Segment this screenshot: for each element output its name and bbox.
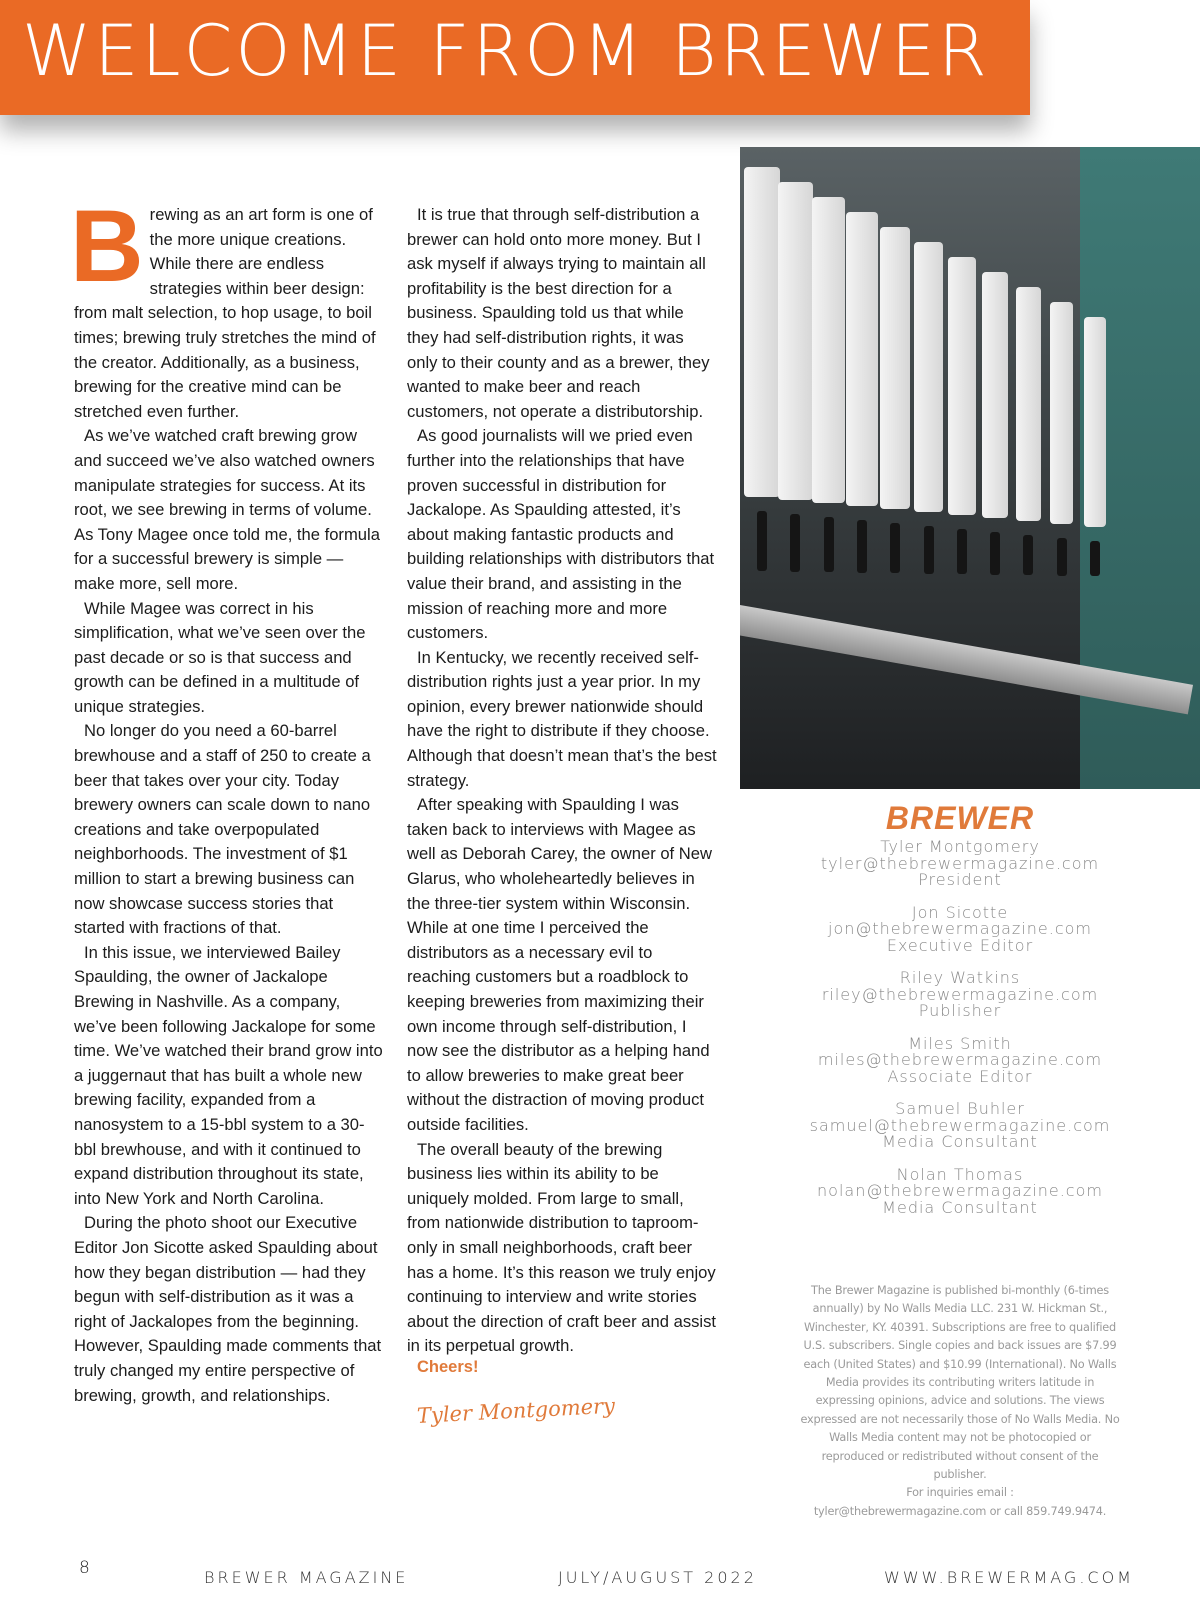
tap-spout bbox=[890, 523, 900, 573]
tap-handle bbox=[1084, 317, 1106, 527]
staff-entry bbox=[740, 839, 1180, 889]
article-paragraph: During the photo shoot our Executive Editor Jon Sicotte asked Spaulding about how they began distribution — had they begun with self-distribution as it was a right of Jackalopes from the beginning. However, Spaulding made comments that truly changed my entire perspective of brewing, growth, and relationships. bbox=[74, 1213, 382, 1405]
inquiries-label: For inquiries email : bbox=[906, 1486, 1014, 1500]
staff-entry bbox=[740, 970, 1180, 1020]
author-signature: Tyler Montgomery bbox=[416, 1393, 616, 1428]
article-paragraph: After speaking with Spaulding I was taken back to interviews with Magee as well as Deborah Carey, the owner of New Glarus, who wholeheartedly believes in the three-tier system within Wisconsin. While at one time I perceived the distributors as a necessary evil to reaching customers but a roadblock to keeping breweries from maximizing their own income through self-distribution, I now see the distributor as a helping hand to allow breweries to make great beer without the distraction of moving product outside facilities. bbox=[407, 795, 712, 1134]
article-column-2 bbox=[407, 203, 717, 1359]
tap-handle bbox=[914, 242, 943, 512]
staff-role: Media Consultant bbox=[882, 1197, 1038, 1217]
staff-name: Jon Sicotte bbox=[911, 902, 1009, 922]
footer-website[interactable]: WWW.BREWERMAG.COM bbox=[884, 1568, 1134, 1587]
article-paragraph: In Kentucky, we recently received self-distribution rights just a year prior. In my opinion, every brewer nationwide should have the right to distribute if they choose. Although that doesn’t mean that’s the best strategy. bbox=[407, 647, 717, 790]
staff-name: Riley Watkins bbox=[899, 968, 1021, 987]
footer-issue-date: JULY/AUGUST 2022 bbox=[558, 1568, 757, 1587]
tap-handle bbox=[880, 227, 910, 509]
staff-email[interactable]: riley@thebrewermagazine.com bbox=[821, 984, 1099, 1004]
tap-spout bbox=[824, 517, 834, 572]
staff-email[interactable]: nolan@thebrewermagazine.com bbox=[817, 1181, 1103, 1200]
article-paragraph: The overall beauty of the brewing business lies within its ability to be uniquely molded. From large to small, from nationwide distribution to taproom-only in small neighborhoods, craft beer has a home. It’s this reason we truly enjoy continuing to interview and write stories about the direction of craft beer and assist in its perpetual growth. bbox=[407, 1139, 717, 1356]
staff-email[interactable]: miles@thebrewermagazine.com bbox=[817, 1050, 1103, 1069]
inquiries-contact[interactable]: tyler@thebrewermagazine.com or call 859.749.9474. bbox=[813, 1504, 1107, 1518]
staff-entry bbox=[740, 1101, 1180, 1151]
tap-handle bbox=[744, 167, 780, 497]
staff-entry bbox=[740, 1164, 1180, 1217]
tap-handle bbox=[1016, 287, 1041, 521]
tap-spout bbox=[1090, 541, 1100, 576]
disclaimer-text: The Brewer Magazine is published bi-monthly (6-times annually) by No Walls Media LLC. 231 W. Hickman St., Winchester, KY. 40391. Subscriptions are free to qualified U.S. subscribers. Single copies and back issues are $7.99 each (United States) and $10.99 (International). No Walls Media provides its contributing writers latitude in expressing opinions, advice and solutions. The views expressed are not necessarily those of No Walls Media. No Walls Media content may not be photocopied or reproduced or redistributed without consent of the publisher. bbox=[800, 1284, 1120, 1482]
staff-name: Tyler Montgomery bbox=[880, 837, 1040, 856]
tap-handle bbox=[1050, 302, 1073, 524]
tap-spout bbox=[857, 520, 867, 573]
footer-magazine-name: BREWER MAGAZINE bbox=[204, 1568, 409, 1587]
page-title: WELCOME FROM BREWER bbox=[22, 10, 990, 92]
staff-name: Nolan Thomas bbox=[896, 1164, 1024, 1184]
article-column-1 bbox=[70, 189, 384, 1408]
tap-handle bbox=[948, 257, 976, 515]
staff-email[interactable]: samuel@thebrewermagazine.com bbox=[809, 1115, 1111, 1135]
header-banner bbox=[0, 0, 1030, 115]
staff-email[interactable]: tyler@thebrewermagazine.com bbox=[820, 853, 1100, 873]
article-paragraph: As we’ve watched craft brewing grow and succeed we’ve also watched owners manipulate strategies for success. At its root, we see brewing in terms of volume. As Tony Magee once told me, the formula for a successful brewery is simple — make more, sell more. bbox=[74, 426, 380, 593]
staff-role: Publisher bbox=[918, 1001, 1002, 1020]
tap-handle bbox=[846, 212, 878, 506]
tap-spout bbox=[990, 532, 1000, 575]
staff-role: Associate Editor bbox=[887, 1066, 1033, 1086]
drop-cap: B bbox=[70, 189, 144, 303]
tap-spout bbox=[957, 529, 967, 574]
article-paragraph: Brewing as an art form is one of the more unique creations. While there are endless strategies within beer design: from malt selection, to hop usage, to boil times; brewing truly stretches the mind of the creator. Additionally, as a business, brewing for the creative mind can be stretched even further. bbox=[70, 189, 376, 421]
staff-list bbox=[740, 839, 1180, 1216]
brewer-logo: BREWER bbox=[885, 800, 1035, 836]
tap-spout bbox=[1057, 538, 1067, 576]
staff-email[interactable]: jon@thebrewermagazine.com bbox=[828, 919, 1092, 938]
staff-role: President bbox=[918, 870, 1002, 889]
page-number: 8 bbox=[79, 1558, 90, 1578]
tap-spout bbox=[1023, 535, 1033, 575]
staff-role: Media Consultant bbox=[882, 1132, 1038, 1151]
staff-role: Executive Editor bbox=[886, 935, 1034, 955]
tap-handle bbox=[982, 272, 1008, 518]
article-paragraph: As good journalists will we pried even further into the relationships that have proven successful in distribution for Jackalope. As Spaulding attested, it’s about making fantastic products and building relationships with distributors that value their brand, and assisting in the mission of reaching more and more customers. bbox=[407, 426, 715, 643]
tap-handle bbox=[812, 197, 845, 503]
article-paragraph: No longer do you need a 60-barrel brewhouse and a staff of 250 to create a beer that takes over your city. Today brewery owners can scale down to nano creations and take overpopulated neighborhoods. The investment of $1 million to start a brewing business can now showcase success stories that started with fractions of that. bbox=[74, 721, 371, 938]
tap-handle bbox=[778, 182, 813, 500]
tap-spout bbox=[924, 526, 934, 574]
staff-name: Miles Smith bbox=[908, 1033, 1012, 1053]
article-paragraph: While Magee was correct in his simplification, what we’ve seen over the past decade or so is that success and growth can be defined in a multitude of unique strategies. bbox=[74, 598, 366, 716]
article-paragraph: It is true that through self-distribution a brewer can hold onto more money. But I ask myself if always trying to maintain all profitability is the best direction for a business. Spaulding told us that while they had self-distribution rights, it was only to their county and as a brewer, they wanted to make beer and reach customers, not operate a distributorship. bbox=[407, 205, 710, 421]
masthead bbox=[740, 800, 1180, 1232]
page-footer bbox=[0, 1558, 1200, 1588]
staff-entry bbox=[740, 902, 1180, 955]
tap-spout bbox=[790, 514, 800, 572]
tap-spout bbox=[757, 511, 767, 571]
staff-entry bbox=[740, 1033, 1180, 1086]
closing-text: Cheers! bbox=[417, 1358, 479, 1376]
article-paragraph: In this issue, we interviewed Bailey Spaulding, the owner of Jackalope Brewing in Nashville. As a company, we’ve been following Jackalope for some time. We’ve watched their brand grow into a juggernaut that has built a whole new brewing facility, expanded from a nanosystem to a 15-bbl system to a 30-bbl brewhouse, and with it continued to expand distribution throughout its state, into New York and North Carolina. bbox=[74, 942, 383, 1208]
publisher-disclaimer bbox=[800, 1282, 1120, 1521]
tap-handles-photo bbox=[740, 147, 1200, 789]
staff-name: Samuel Buhler bbox=[895, 1099, 1025, 1118]
